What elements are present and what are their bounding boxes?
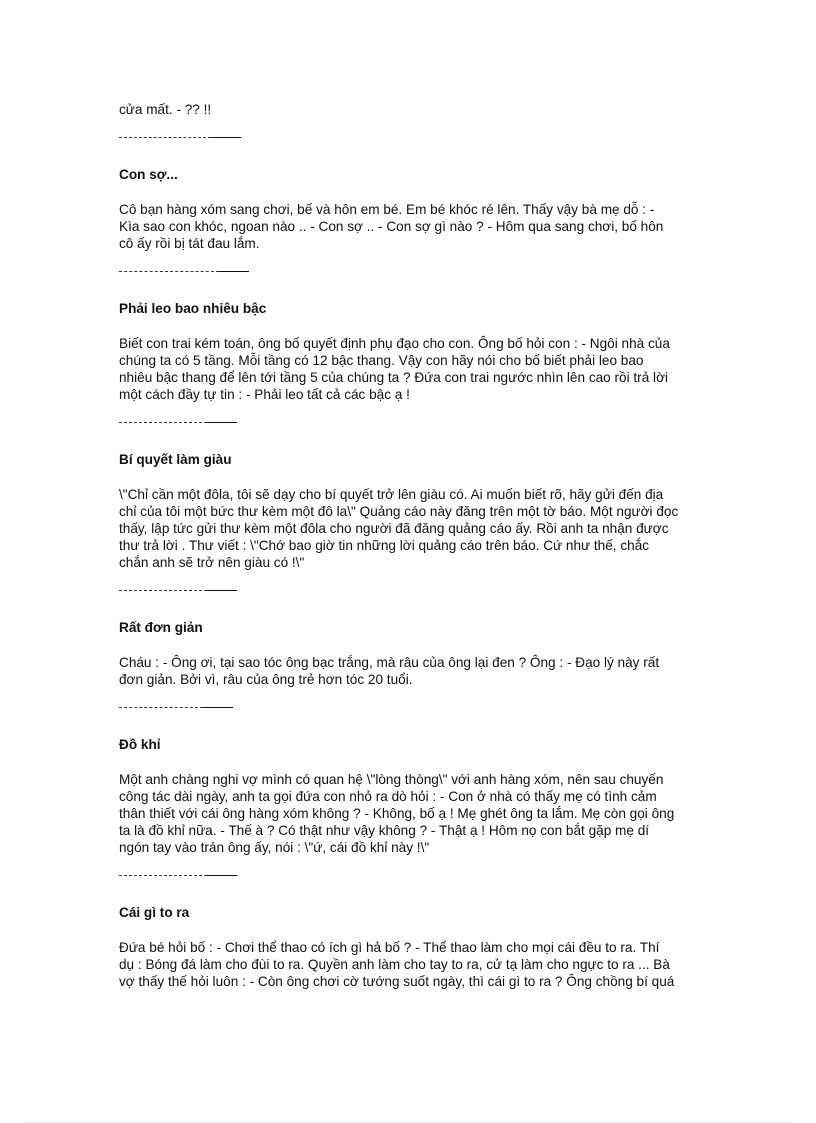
section-title: Bí quyết làm giàu (119, 452, 232, 467)
separator (119, 585, 243, 597)
separator (119, 870, 243, 882)
section-body: Cô bạn hàng xóm sang chơi, bế và hôn em bé. Em bé khóc ré lên. Thấy vậy bà mẹ dỗ : - Kìa sao con khóc, ngoan nào .. - Con sợ .. - Con sợ gì nào ? - Hôm qua sang chơi, bố hôn cô ấy rồi bị tát đau lắm. (119, 202, 664, 251)
section-title: Con sợ... (119, 167, 178, 182)
separator (119, 702, 243, 714)
section-body: Đứa bé hỏi bố : - Chơi thể thao có ích gì hả bố ? - Thể thao làm cho mọi cái đều to ra. Thí dụ : Bóng đá làm cho đùi to ra. Quyền anh làm cho tay to ra, cử tạ làm cho ngực to ra ... Bà vợ thấy thế hỏi luôn : - Còn ông chơi cờ tướng suốt ngày, thì cái gì to ra ? Ông chồng bí quá (119, 940, 675, 989)
separator (119, 132, 243, 144)
section-title: Rất đơn giản (119, 620, 203, 635)
section-title: Cái gì to ra (119, 905, 190, 920)
section-body: Cháu : - Ông ơi, tại sao tóc ông bạc trắng, mà râu của ông lại đen ? Ông : - Đạo lý này rất đơn giản. Bởi vì, râu của ông trẻ hơn tóc 20 tuổi. (119, 655, 660, 687)
section-title: Phải leo bao nhiêu bậc (119, 301, 267, 316)
separator (119, 417, 243, 429)
section-title: Đồ khỉ (119, 737, 161, 752)
section-body: \"Chỉ cần một đôla, tôi sẽ dạy cho bí quyết trở lên giàu có. Ai muốn biết rõ, hãy gửi đến địa chỉ của tôi một bức thư kèm một đô la\" Quảng cáo này đăng trên một tờ báo. Một người đọc thấy, lập tức gửi thư kèm một đôla cho người đã đăng quảng cáo ấy. Rồi anh ta nhận được thư trả lời . Thư viết : \"Chớ bao giờ tin những lời quảng cáo trên báo. Cứ như thế, chắc chắn anh sẽ trở nên giàu có !\" (119, 487, 679, 570)
document-content (119, 101, 709, 990)
section-body: Một anh chàng nghi vợ mình có quan hệ \"lòng thòng\" với anh hàng xóm, nên sau chuyến công tác dài ngày, anh ta gọi đứa con nhỏ ra dò hỏi : - Con ở nhà có thấy mẹ có tình cảm thân thiết với cái ông hàng xóm không ? - Không, bố ạ ! Mẹ ghét ông ta lắm. Mẹ còn gọi ông ta là đồ khỉ nữa. - Thế à ? Có thật như vậy không ? - Thật ạ ! Hôm nọ con bắt gặp mẹ dí ngón tay vào trán ông ấy, nói : \"ứ, cái đồ khỉ này !\" (119, 772, 675, 855)
section-body: Biết con trai kém toán, ông bố quyết định phụ đạo cho con. Ông bố hỏi con : - Ngôi nhà của chúng ta có 5 tầng. Mỗi tầng có 12 bậc thang. Vậy con hãy nói cho bố biết phải leo bao nhiêu bậc thang để lên tới tầng 5 của chúng ta ? Đứa con trai ngước nhìn lên cao rồi trả lời một cách đầy tự tin : - Phải leo tất cả các bậc ạ ! (119, 336, 670, 402)
intro-text: cửa mất. - ?? !! (119, 102, 212, 117)
separator (119, 266, 243, 278)
